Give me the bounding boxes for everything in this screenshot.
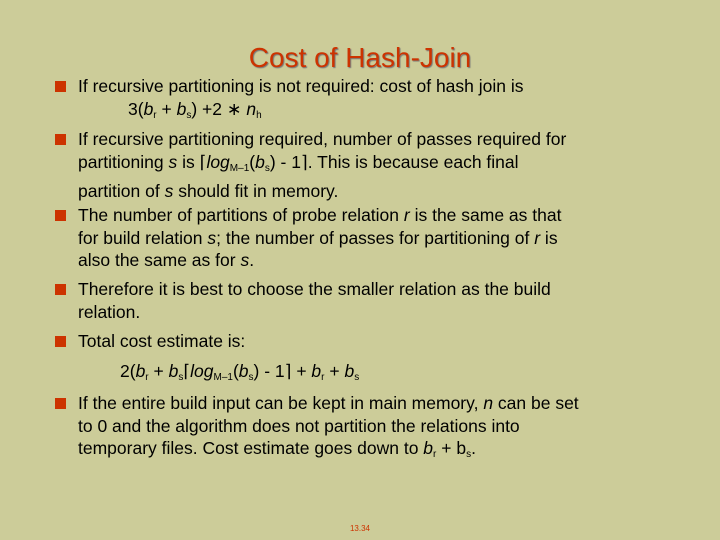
formula-sub: s — [178, 372, 184, 383]
text-part: b — [456, 438, 467, 458]
bullet-5 — [78, 330, 678, 353]
text-sub: s — [264, 162, 270, 174]
text-part: should fit in memory. — [173, 181, 339, 201]
formula-sub: h — [256, 109, 262, 121]
text-sub: s — [466, 449, 472, 460]
text-var: n — [483, 393, 494, 413]
text-part: . — [249, 250, 255, 270]
text-part: partition of — [78, 181, 165, 201]
bullet-3-line1 — [78, 205, 561, 225]
formula-part: + — [156, 98, 177, 119]
total-cost-formula — [120, 361, 359, 383]
formula-part: + — [324, 361, 345, 381]
bullet-marker-3 — [55, 210, 66, 221]
text-part: also the same as for — [78, 250, 241, 270]
bullet-marker-2 — [55, 134, 66, 145]
bullet-6-line3 — [78, 438, 476, 458]
formula-sub: r — [321, 372, 325, 383]
formula-part: ) - 1⌉ + — [253, 361, 312, 381]
bullet-1-formula — [78, 98, 678, 128]
text-part: is ⌈ — [177, 151, 207, 172]
formula-var: b — [238, 361, 249, 381]
bullet-3-line2 — [78, 228, 558, 248]
text-part: ( — [249, 151, 256, 172]
formula-var: b — [135, 361, 146, 381]
text-part: The number of partitions of probe relation — [78, 205, 404, 225]
bullet-2-line3 — [78, 181, 338, 201]
bullet-marker-5 — [55, 336, 66, 347]
text-part: temporary files. Cost estimate goes down to — [78, 438, 424, 458]
bullet-1-line1: If recursive partitioning is not required: cost of hash join is — [78, 76, 524, 96]
text-part: can be set — [493, 393, 579, 413]
bullet-6-line2: to 0 and the algorithm does not partition the relations into — [78, 415, 520, 436]
bullet-4 — [78, 278, 678, 323]
text-var: b — [423, 438, 434, 458]
formula-var: b — [311, 361, 322, 381]
formula-var: log — [190, 361, 214, 381]
formula-var: b — [143, 98, 154, 119]
bullet-marker-1 — [55, 81, 66, 92]
formula-var: b — [344, 361, 355, 381]
text-part: . — [471, 438, 476, 458]
text-sub: r — [433, 449, 437, 460]
text-part: + — [436, 438, 457, 458]
formula-part: 3( — [128, 98, 144, 119]
formula-sub: s — [248, 372, 254, 383]
formula-sub: r — [153, 109, 157, 121]
text-var: s — [240, 250, 250, 270]
bullet-6-line1 — [78, 393, 579, 413]
text-var: s — [207, 227, 217, 248]
text-part: is — [540, 227, 558, 248]
formula-part: + — [148, 361, 169, 381]
bullet-4-line2: relation. — [78, 301, 141, 322]
bullet-2-line2 — [78, 152, 519, 172]
formula-sub: M–1 — [213, 372, 233, 383]
bullet-1 — [78, 75, 678, 127]
text-var: r — [403, 205, 410, 225]
bullet-marker-6 — [55, 398, 66, 409]
bullet-5-line1: Total cost estimate is: — [78, 331, 246, 351]
bullet-3 — [78, 204, 678, 272]
text-var: s — [164, 181, 174, 201]
slide-title: Cost of Hash-Join — [248, 42, 472, 73]
text-var: s — [168, 151, 178, 172]
formula-part: 2( — [120, 361, 136, 381]
text-part: ; the number of passes for partitioning of — [216, 227, 535, 248]
text-part: ) - 1⌉. This is because each final — [269, 151, 519, 172]
formula-var: n — [246, 98, 257, 119]
page-number: 13.34 — [349, 524, 371, 533]
text-var: log — [206, 151, 230, 172]
bullet-3-line3 — [78, 250, 254, 270]
bullet-6 — [78, 392, 678, 467]
text-part: for build relation — [78, 227, 208, 248]
text-part: is the same as that — [409, 205, 562, 225]
text-var: b — [255, 151, 265, 172]
formula-var: b — [168, 361, 179, 381]
formula-part: ( — [232, 361, 239, 381]
text-sub: M–1 — [229, 162, 250, 174]
formula-part: ) +2 ∗ — [191, 98, 247, 119]
bullet-marker-4 — [55, 284, 66, 295]
bullet-2 — [78, 128, 678, 203]
formula-part: ⌈ — [183, 361, 191, 381]
bullet-2-line1: If recursive partitioning required, number of passes required for — [78, 129, 567, 149]
bullet-4-line1: Therefore it is best to choose the smaller relation as the build — [78, 279, 551, 299]
formula-sub: r — [145, 372, 149, 383]
formula-var: b — [176, 98, 187, 119]
text-var: r — [534, 227, 541, 248]
formula-sub: s — [186, 109, 192, 121]
text-part: If the entire build input can be kept in main memory, — [78, 393, 484, 413]
formula-sub: s — [354, 372, 360, 383]
text-part: partitioning — [78, 151, 169, 172]
